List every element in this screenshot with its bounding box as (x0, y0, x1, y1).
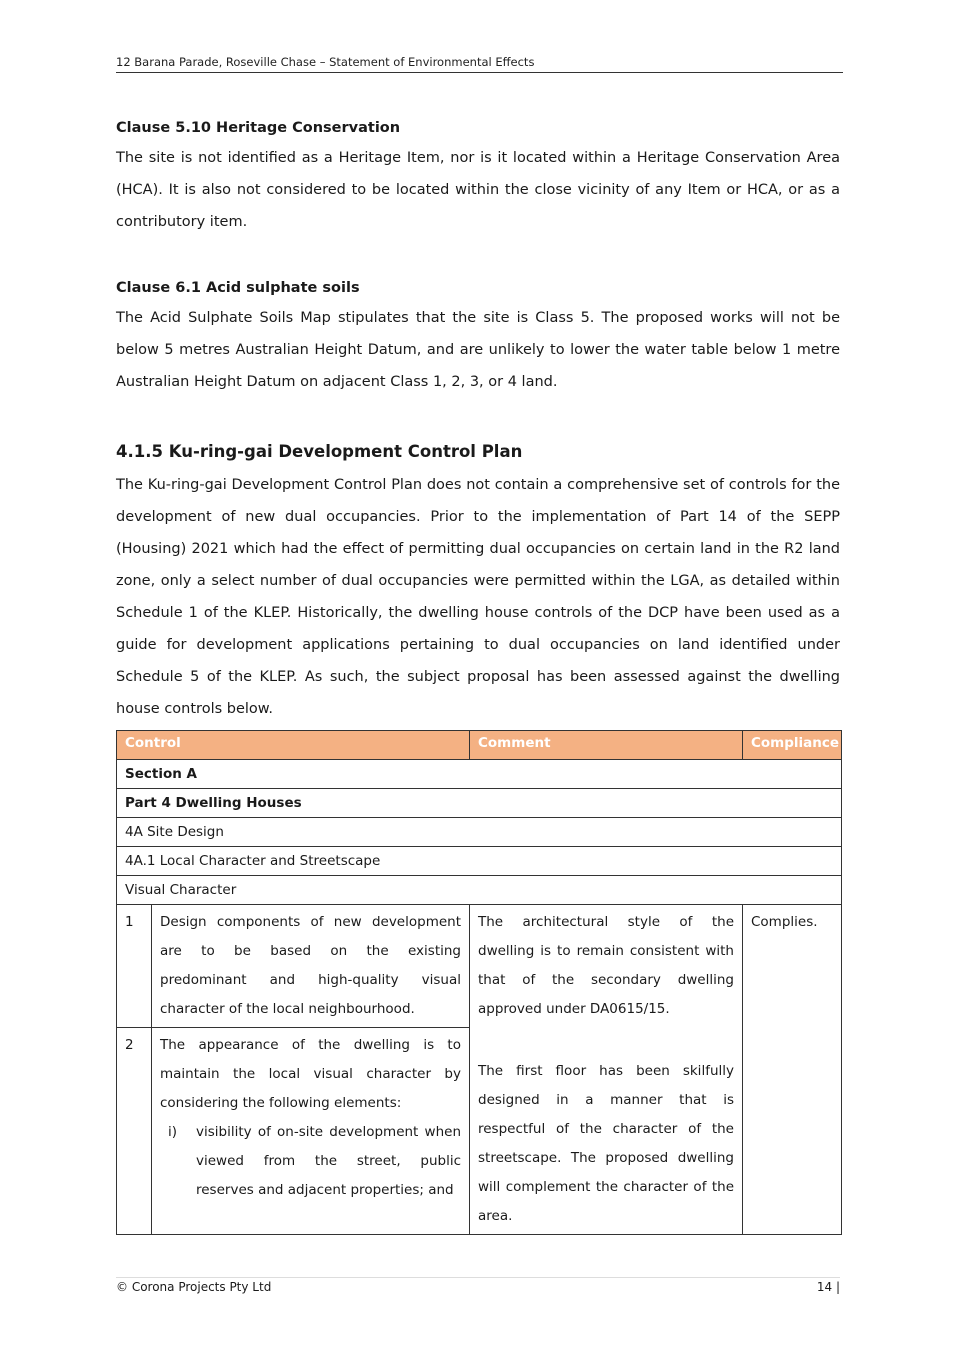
page-number: 14 | (816, 1280, 840, 1294)
row2-sub-item (160, 1118, 461, 1205)
controls-table (116, 730, 842, 1235)
clause-510-section (116, 118, 840, 238)
dcp-section (116, 441, 840, 725)
clause-61-body: The Acid Sulphate Soils Map stipulates that the site is Class 5. The proposed works will not be below 5 metres Australian Height Datum, and are unlikely to lower the water table below 1 metre Australian Height Datum on adjacent Class 1, 2, 3, or 4 land. (116, 310, 840, 390)
row2-number: 2 (117, 1028, 152, 1235)
clause-61-section (116, 278, 840, 398)
row1-number: 1 (117, 905, 152, 1028)
row2-sub-number: i) (168, 1124, 178, 1140)
table-row (117, 818, 842, 847)
part-label: Part 4 Dwelling Houses (117, 789, 842, 818)
dcp-heading: 4.1.5 Ku-ring-gai Development Control Plan (116, 442, 523, 461)
table-row (117, 760, 842, 789)
clause-61-title: Clause 6.1 Acid sulphate soils (116, 280, 360, 296)
row2-sub-text: visibility of on-site development when viewed from the street, public reserves and adjacent properties; and (196, 1124, 461, 1198)
site-design-label: 4A Site Design (117, 818, 842, 847)
row2-control-cell (152, 1028, 470, 1235)
visual-character-label: Visual Character (117, 876, 842, 905)
header-control: Control (117, 731, 470, 760)
table-row (117, 1028, 842, 1235)
table-row (117, 905, 842, 1028)
row1-compliance: Complies. (743, 905, 842, 1235)
row1-comment: The architectural style of the dwelling is to remain consistent with that of the secondary dwelling approved under DA0615/15. (470, 905, 743, 1028)
page-footer (116, 1277, 840, 1294)
table-row (117, 876, 842, 905)
table-row (117, 789, 842, 818)
row2-control: The appearance of the dwelling is to maintain the local visual character by considering the following elements: (160, 1037, 461, 1111)
local-character-label: 4A.1 Local Character and Streetscape (117, 847, 842, 876)
table-row (117, 847, 842, 876)
table-header-row (117, 731, 842, 760)
footer-copyright: © Corona Projects Pty Ltd (116, 1280, 272, 1294)
page-header: 12 Barana Parade, Roseville Chase – Statement of Environmental Effects (116, 55, 843, 73)
header-compliance: Compliance (743, 731, 842, 760)
header-comment: Comment (470, 731, 743, 760)
clause-510-title: Clause 5.10 Heritage Conservation (116, 120, 401, 136)
dcp-body: The Ku-ring-gai Development Control Plan does not contain a comprehensive set of controls for the development of new dual occupancies. Prior to the implementation of Part 14 of the SEPP (Housing) 2021 which had the effect of permitting dual occupancies on certain land in the R2 land zone, only a select number of dual occupancies were permitted within the LGA, as detailed within Schedule 1 of the KLEP. Historically, the dwelling house controls of the DCP have been used as a guide for development applications pertaining to dual occupancies on land identified under Schedule 5 of the KLEP. As such, the subject proposal has been assessed against the dwelling house controls below. (116, 477, 840, 717)
row2-comment: The first floor has been skilfully designed in a manner that is respectful of the character of the streetscape. The proposed dwelling will complement the character of the area. (470, 1028, 743, 1235)
clause-510-body: The site is not identified as a Heritage Item, nor is it located within a Heritage Conservation Area (HCA). It is also not considered to be located within the close vicinity of any Item or HCA, or as a contributory item. (116, 150, 840, 230)
row1-control: Design components of new development are to be based on the existing predominant and high-quality visual character of the local neighbourhood. (152, 905, 470, 1028)
section-label: Section A (117, 760, 842, 789)
